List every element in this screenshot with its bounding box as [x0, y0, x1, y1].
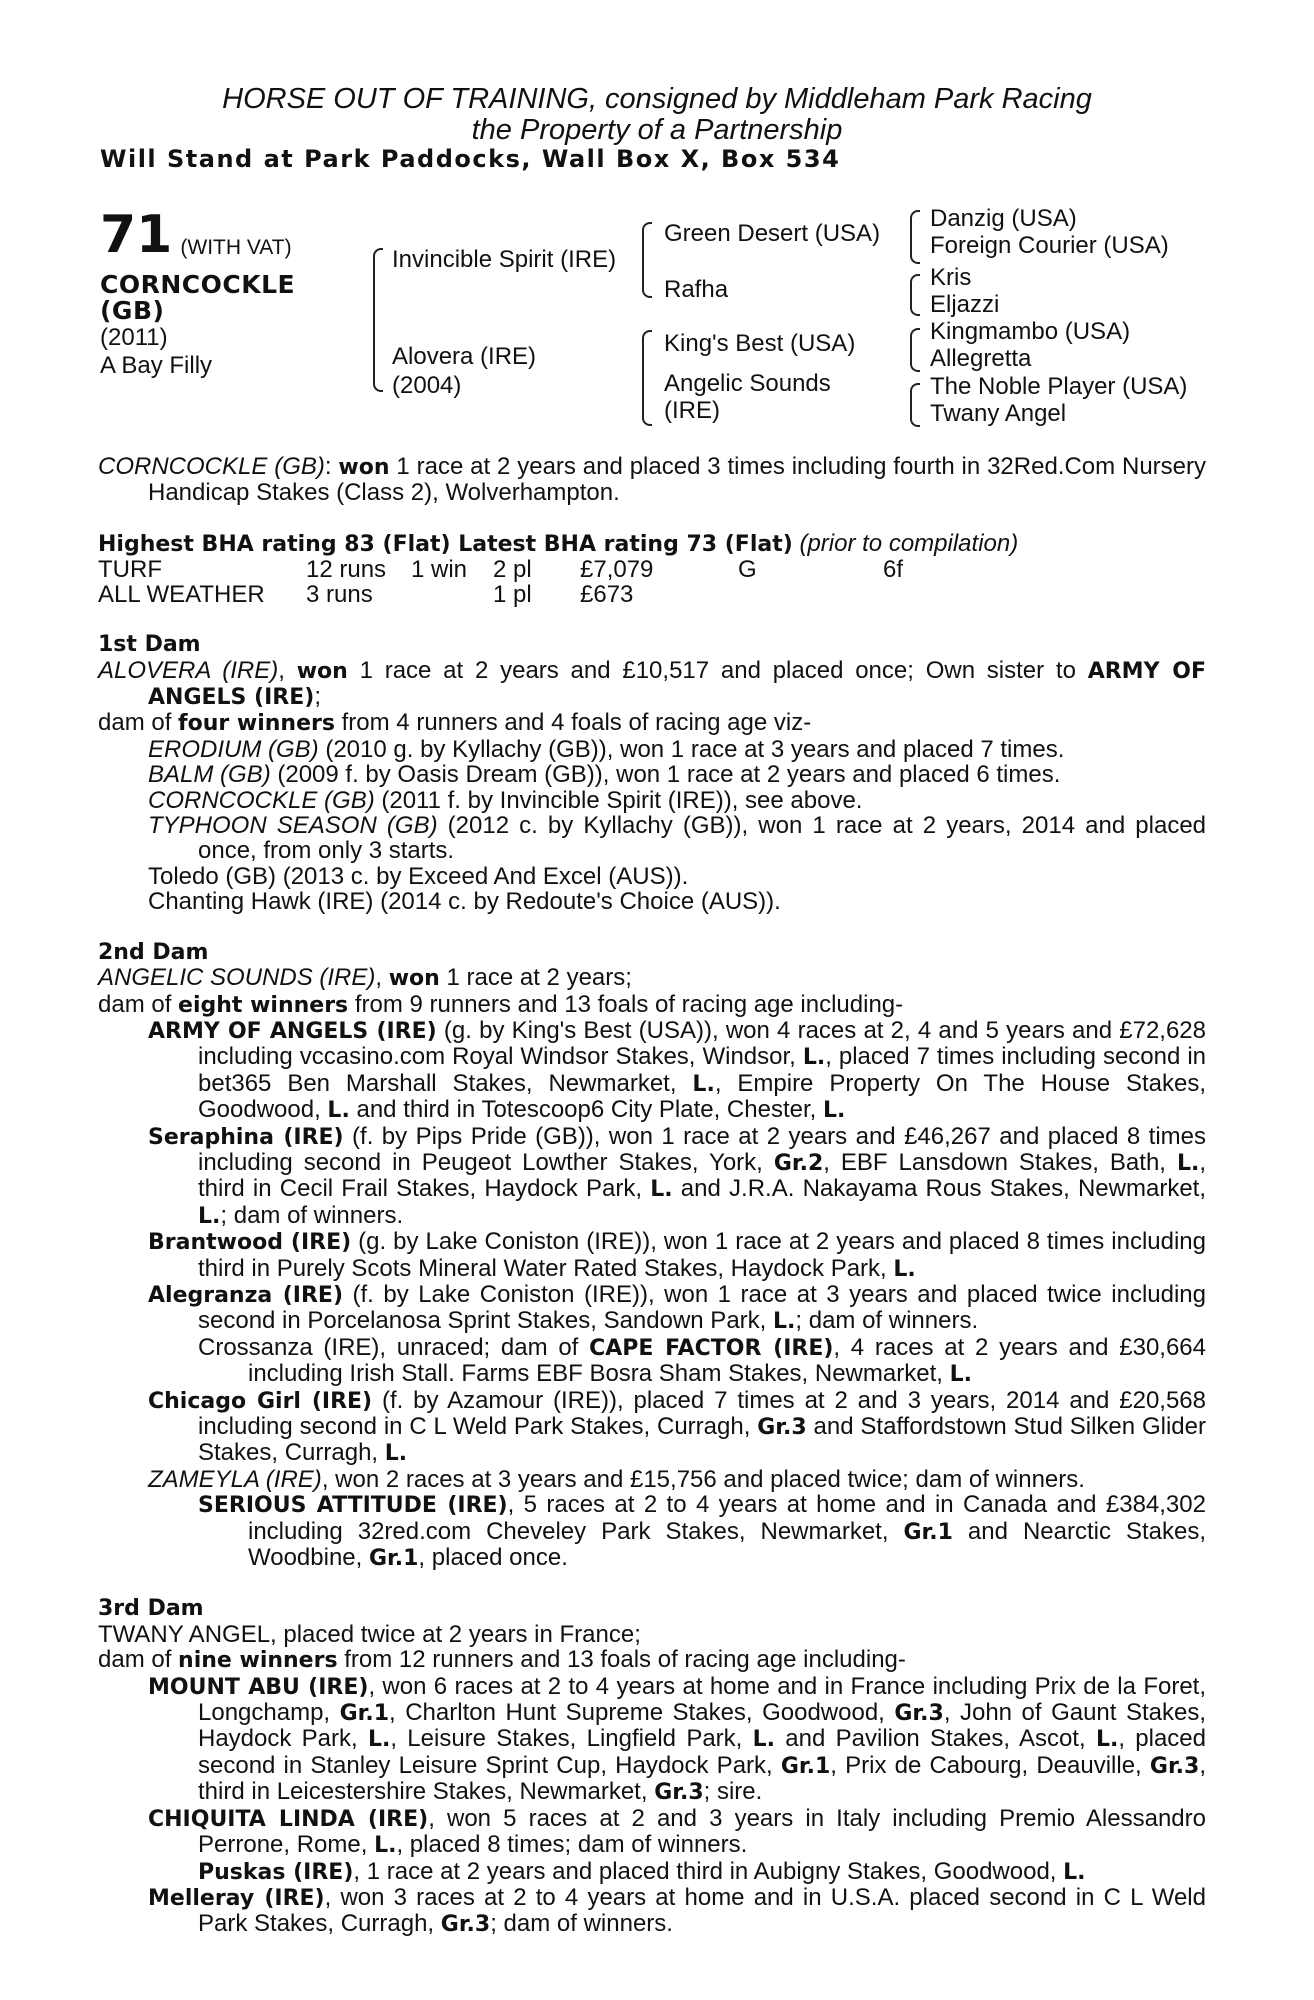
produce-entry: Chicago Girl (IRE) (f. by Azamour (IRE)), placed 7 times at 2 and 3 years, 2014 and £20,568 including second in C L Weld Park Stakes, Curragh, Gr.3 and Staffordstown Stud Silken Glider Stakes, Curragh, L. [148, 1386, 1207, 1467]
lot-number: 71 [100, 205, 173, 265]
horse-description: A Bay Filly [100, 352, 213, 379]
first-dam-title: 1st Dam [98, 632, 201, 658]
gg-sdd: Eljazzi [930, 291, 1000, 318]
produce-entry: Melleray (IRE), won 3 races at 2 to 4 years at home and in U.S.A. placed second in C L Weld Park Stakes, Curragh, Gr.3; dam of winners. [148, 1883, 1206, 1938]
produce-entry: ARMY OF ANGELS (IRE) (g. by King's Best (USA)), won 4 races at 2, 4 and 5 years and £72,628 including vccasino.com Royal Windsor Stakes, Windsor, L., placed 7 times including second in bet365 Ben Marshall Stakes, Newmarket, L., Empire Property On The House Stakes, Goodwood, L. and third in Totescoop6 City Plate, Chester, L. [148, 1016, 1207, 1124]
pedigree-brace [910, 210, 920, 264]
dam-dam: Angelic Sounds [664, 370, 831, 397]
second-dam-record: ANGELIC SOUNDS (IRE), won 1 race at 2 years; [98, 964, 632, 992]
grandproduce-entry: Puskas (IRE), 1 race at 2 years and placed third in Aubigny Stakes, Goodwood, L. [198, 1857, 1086, 1885]
race-summary: CORNCOCKLE (GB): won 1 race at 2 years and placed 3 times including fourth in 32Red.Com Nursery Handicap Stakes (Class 2), Wolverhampton. [98, 453, 1207, 507]
stabling-line: Will Stand at Park Paddocks, Wall Box X, Box 534 [100, 145, 841, 173]
foal-entry: BALM (GB) (2009 f. by Oasis Dream (GB)), won 1 race at 2 years and placed 6 times. [148, 761, 1061, 789]
lot-block [100, 205, 296, 380]
grandproduce-entry: Crossanza (IRE), unraced; dam of CAPE FACTOR (IRE), 4 races at 2 years and £30,664 including Irish Stall. Farms EBF Bosra Sham Stakes, Newmarket, L. [198, 1333, 1207, 1388]
foal-entry: CORNCOCKLE (GB) (2011 f. by Invincible Spirit (IRE)), see above. [148, 786, 863, 814]
foal-entry: Chanting Hawk (IRE) (2014 c. by Redoute's Choice (AUS)). [148, 888, 781, 916]
pedigree-brace [373, 248, 383, 392]
third-dam-produce: dam of nine winners from 12 runners and 13 foals of racing age including- [98, 1646, 906, 1674]
first-dam-produce: dam of four winners from 4 runners and 4 foals of racing age viz- [98, 709, 812, 737]
pedigree-brace [910, 383, 920, 427]
race-record-table [98, 557, 903, 607]
horse-name: CORNCOCKLE [100, 270, 296, 299]
pedigree-brace [642, 222, 652, 298]
foaling-year: (2011) [100, 324, 168, 351]
sire-sire: Green Desert (USA) [664, 220, 881, 247]
gg-dds: The Noble Player (USA) [930, 373, 1188, 400]
sire-dam: Rafha [664, 276, 729, 303]
produce-entry: MOUNT ABU (IRE), won 6 races at 2 to 4 years at home and in France including Prix de la Foret, Longchamp, Gr.1, Charlton Hunt Supreme Stakes, Goodwood, Gr.3, John of Gaunt Stakes, Haydock Park, L., Leisure Stakes, Lingfield Park, L. and Pavilion Stakes, Ascot, L., placed second in Stanley Leisure Sprint Cup, Haydock Park, Gr.1, Prix de Cabourg, Deauville, Gr.3, third in Leicestershire Stakes, Newmarket, Gr.3; sire. [148, 1672, 1207, 1806]
race-record-row: ALL WEATHER 3 runs 1 pl £673 [98, 581, 634, 609]
race-record-row: TURF 12 runs 1 win 2 pl £7,079 G 6f [98, 556, 904, 584]
dam: Alovera (IRE) [392, 343, 537, 370]
catalogue-body [98, 454, 1206, 1938]
consignor-line: HORSE OUT OF TRAINING, consigned by Middleham Park Racing [222, 83, 1092, 115]
dam-dam-origin: (IRE) [664, 397, 720, 424]
produce-entry: Brantwood (IRE) (g. by Lake Coniston (IRE)), won 1 race at 2 years and placed 8 times including third in Purely Scots Mineral Water Rated Stakes, Haydock Park, L. [148, 1228, 1206, 1282]
third-dam-title: 3rd Dam [98, 1596, 204, 1622]
second-dam-title: 2nd Dam [98, 939, 209, 965]
second-dam-produce: dam of eight winners from 9 runners and 13 foals of racing age including- [98, 990, 904, 1018]
rating-line: Highest BHA rating 83 (Flat) Latest BHA rating 73 (Flat) (prior to compilation) [98, 529, 1019, 557]
gg-sss: Danzig (USA) [930, 205, 1077, 232]
pedigree-brace [910, 274, 920, 316]
gg-dss: Kingmambo (USA) [930, 318, 1131, 345]
gg-ddd: Twany Angel [930, 400, 1067, 427]
first-dam-record: ALOVERA (IRE), won 1 race at 2 years and £10,517 and placed once; Own sister to ARMY OF ANGELS (IRE); [98, 656, 1207, 711]
produce-entry: ZAMEYLA (IRE), won 2 races at 3 years and £15,756 and placed twice; dam of winners. [148, 1465, 1085, 1493]
vat-note: (WITH VAT) [180, 235, 292, 259]
dam-sire: King's Best (USA) [664, 330, 856, 357]
horse-origin: (GB) [100, 296, 165, 325]
grandproduce-entry: SERIOUS ATTITUDE (IRE), 5 races at 2 to 4 years at home and in Canada and £384,302 including 32red.com Cheveley Park Stakes, Newmarket, Gr.1 and Nearctic Stakes, Woodbine, Gr.1, placed once. [198, 1491, 1206, 1572]
foal-entry: ERODIUM (GB) (2010 g. by Kyllachy (GB)), won 1 race at 3 years and placed 7 times. [148, 735, 1065, 763]
third-dam-record: TWANY ANGEL, placed twice at 2 years in France; [98, 1620, 641, 1648]
produce-entry: CHIQUITA LINDA (IRE), won 5 races at 2 and 3 years in Italy including Premio Alessandro Perrone, Rome, L., placed 8 times; dam of winners. [148, 1804, 1206, 1859]
property-line: the Property of a Partnership [471, 114, 843, 146]
foal-entry: TYPHOON SEASON (GB) (2012 c. by Kyllachy (GB)), won 1 race at 2 years, 2014 and placed once, from only 3 starts. [148, 812, 1207, 865]
gg-sds: Kris [930, 264, 972, 291]
pedigree-brace [642, 330, 652, 426]
sire: Invincible Spirit (IRE) [392, 246, 617, 273]
gg-ssd: Foreign Courier (USA) [930, 232, 1169, 259]
produce-entry: Seraphina (IRE) (f. by Pips Pride (GB)), won 1 race at 2 years and £46,267 and placed 8 times including second in Peugeot Lowther Stakes, York, Gr.2, EBF Lansdown Stakes, Bath, L., third in Cecil Frail Stakes, Haydock Park, L. and J.R.A. Nakayama Rous Stakes, Newmarket, L.; dam of winners. [148, 1122, 1207, 1229]
gg-dsd: Allegretta [930, 345, 1032, 372]
produce-entry: Alegranza (IRE) (f. by Lake Coniston (IRE)), won 1 race at 3 years and placed twice including second in Porcelanosa Sprint Stakes, Sandown Park, L.; dam of winners. [148, 1280, 1207, 1335]
pedigree-brace [910, 328, 920, 372]
foal-entry: Toledo (GB) (2013 c. by Exceed And Excel (AUS)). [148, 862, 689, 890]
dam-year: (2004) [392, 372, 462, 399]
